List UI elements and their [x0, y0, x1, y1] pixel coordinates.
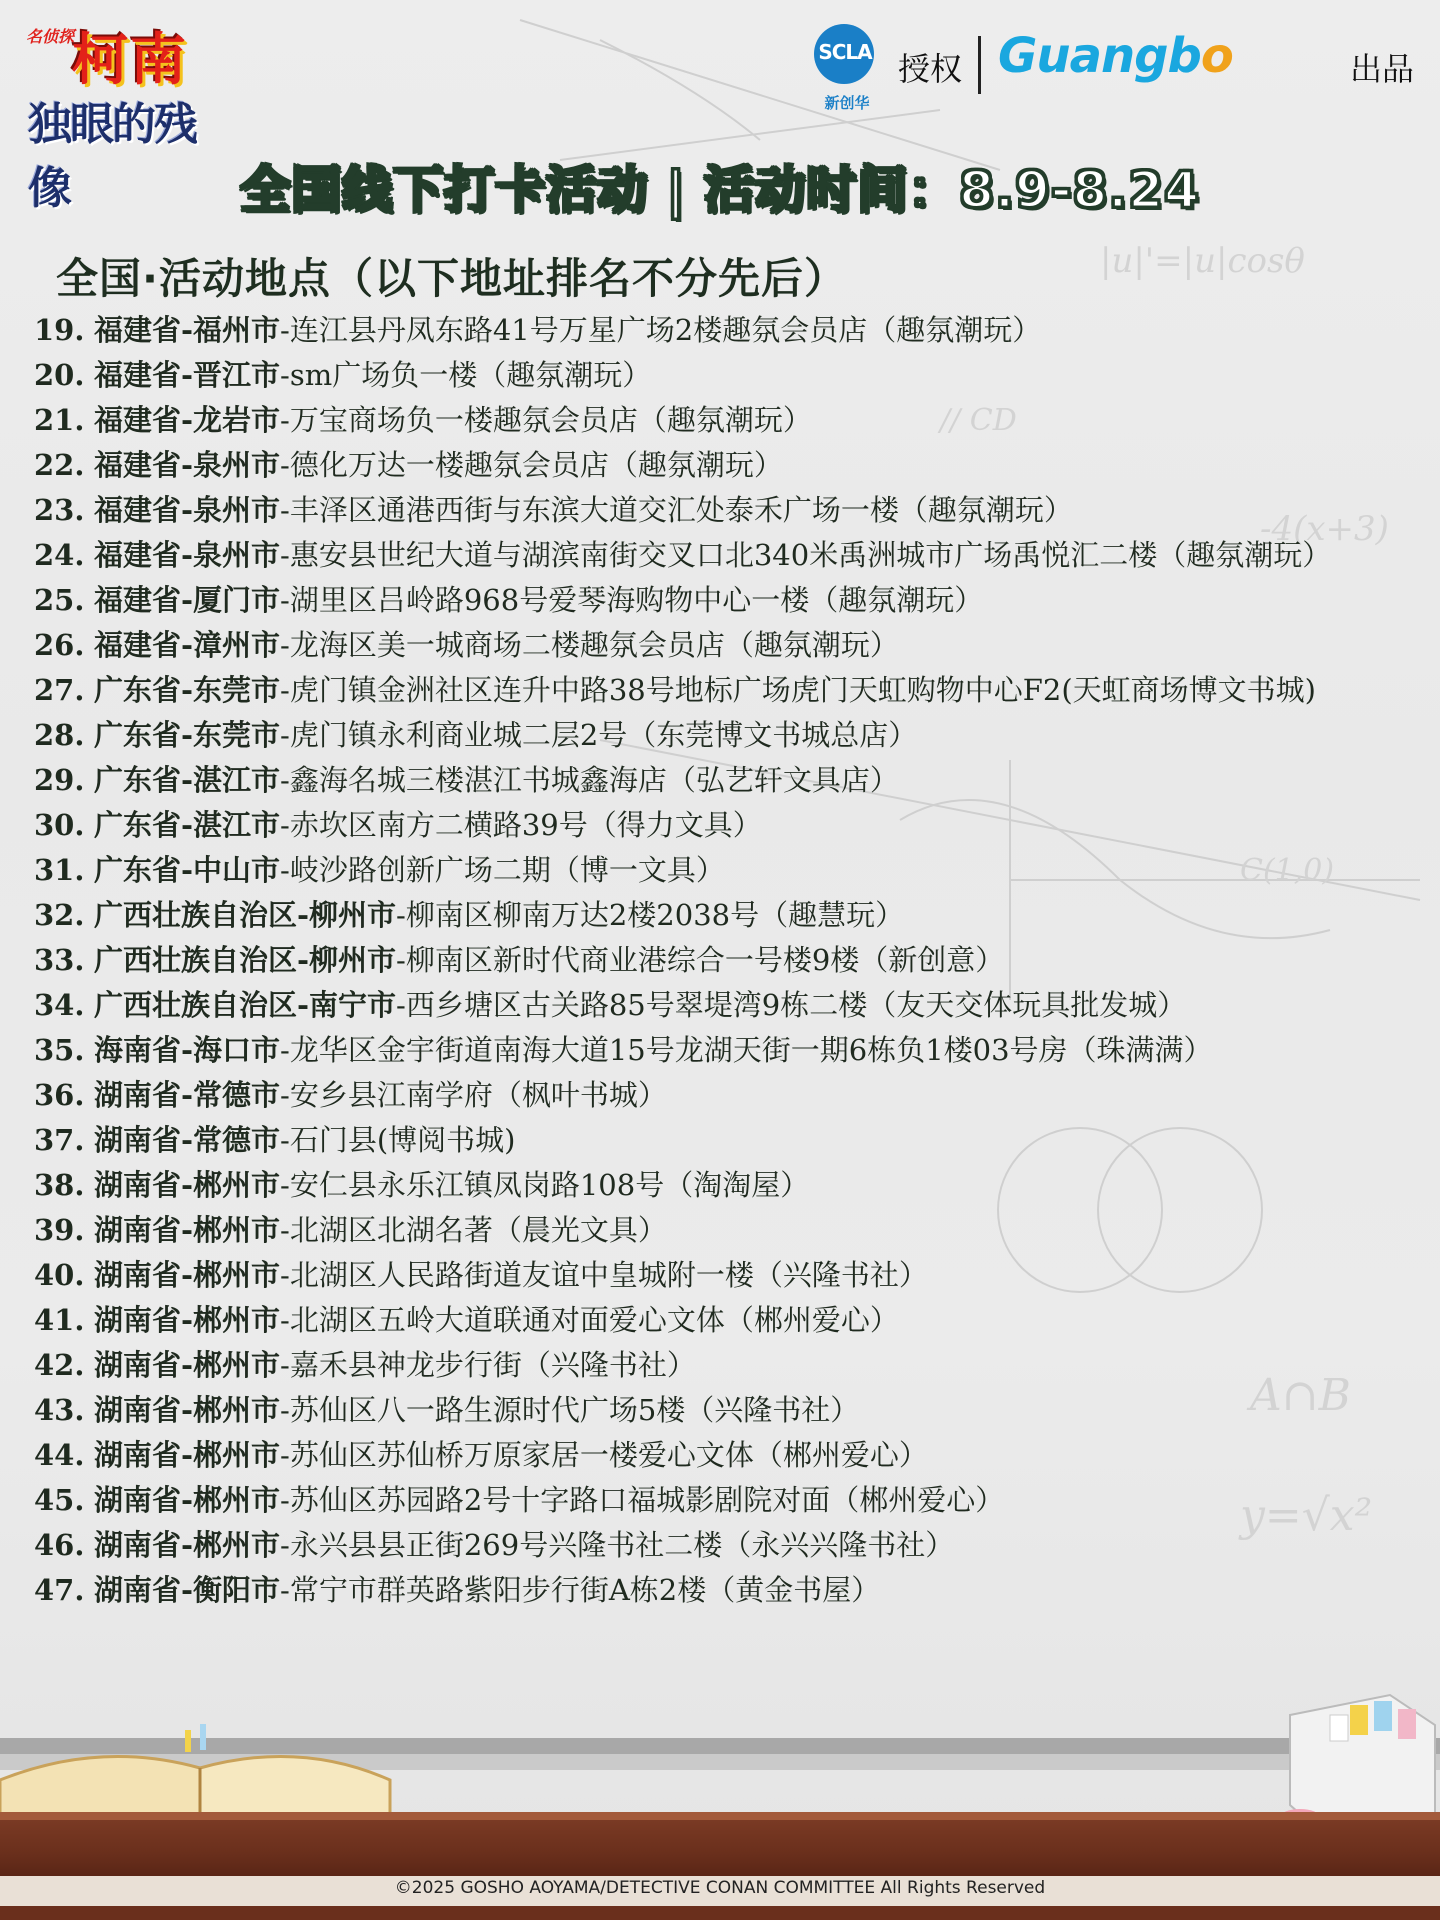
location-region: 广东省-东莞市: [94, 673, 281, 707]
location-region: 福建省-泉州市: [94, 448, 281, 482]
logo-small-text: 名侦探: [26, 27, 75, 46]
location-item: [34, 1298, 1434, 1343]
location-address: -虎门镇金洲社区连升中路38号地标广场虎门天虹购物中心F2(天虹商场博文书城): [280, 673, 1316, 707]
location-region: 湖南省-郴州市: [94, 1393, 281, 1427]
section-title: 全国·活动地点（以下地址排名不分先后）: [56, 254, 847, 303]
location-text: [94, 623, 1434, 668]
location-region: 广西壮族自治区-柳州市: [94, 943, 397, 977]
location-address: -西乡塘区古关路85号翠堤湾9栋二楼（友天交体玩具批发城）: [396, 988, 1187, 1022]
copyright-text: ©2025 GOSHO AOYAMA/DETECTIVE CONAN COMMITTEE All Rights Reserved: [394, 1878, 1046, 1898]
location-item: [34, 1163, 1434, 1208]
guangbo-logo-prefix: Guangb: [998, 28, 1201, 84]
authorized-label: 授权: [898, 50, 963, 88]
svg-text:// CD: // CD: [940, 403, 1017, 438]
location-region: 湖南省-郴州市: [94, 1213, 281, 1247]
location-item: [34, 1523, 1434, 1568]
location-region: 福建省-泉州市: [94, 538, 281, 572]
location-number: 37.: [34, 1123, 85, 1157]
location-item: [34, 308, 1434, 353]
location-text: [94, 758, 1434, 803]
location-region: 湖南省-常德市: [94, 1123, 281, 1157]
location-address: -丰泽区通港西街与东滨大道交汇处泰禾广场一楼（趣氛潮玩）: [280, 493, 1073, 527]
location-number: 46.: [34, 1528, 85, 1562]
location-region: 湖南省-郴州市: [94, 1483, 281, 1517]
location-list: [34, 308, 1434, 1613]
location-number: 21.: [34, 403, 85, 437]
location-number: 43.: [34, 1393, 85, 1427]
location-number: 22.: [34, 448, 85, 482]
location-address: -连江县丹凤东路41号万星广场2楼趣氛会员店（趣氛潮玩）: [280, 313, 1042, 347]
location-number: 39.: [34, 1213, 85, 1247]
location-text: [94, 1253, 1434, 1298]
chalk-ledge: [0, 1820, 1440, 1876]
location-item: [34, 983, 1434, 1028]
location-address: -北湖区五岭大道联通对面爱心文体（郴州爱心）: [280, 1303, 899, 1337]
location-number: 30.: [34, 808, 85, 842]
location-address: -石门县(博阅书城): [280, 1123, 516, 1157]
conan-movie-logo: [24, 18, 234, 214]
scla-badge-text: SCLA: [818, 40, 872, 64]
location-address: -永兴县县正街269号兴隆书社二楼（永兴兴隆书社）: [280, 1528, 955, 1562]
location-address: -惠安县世纪大道与湖滨南街交叉口北340米禹洲城市广场禹悦汇二楼（趣氛潮玩）: [280, 538, 1332, 572]
event-banner-title: 全国线下打卡活动 | 活动时间：8.9-8.24: [240, 161, 1200, 219]
location-text: [94, 983, 1434, 1028]
location-address: -赤坎区南方二横路39号（得力文具）: [280, 808, 762, 842]
guangbo-logo: [998, 28, 1233, 84]
location-region: 湖南省-郴州市: [94, 1303, 281, 1337]
location-address: -安乡县江南学府（枫叶书城）: [280, 1078, 667, 1112]
location-region: 福建省-福州市: [94, 313, 281, 347]
location-region: 广东省-中山市: [94, 853, 281, 887]
location-item: [34, 1343, 1434, 1388]
location-number: 20.: [34, 358, 85, 392]
location-region: 广西壮族自治区-南宁市: [94, 988, 397, 1022]
location-region: 福建省-晋江市: [94, 358, 281, 392]
location-region: 广东省-东莞市: [94, 718, 281, 752]
location-item: [34, 1028, 1434, 1073]
location-text: [94, 1568, 1434, 1613]
location-item: [34, 623, 1434, 668]
location-item: [34, 1478, 1434, 1523]
location-item: [34, 758, 1434, 803]
location-text: [94, 1523, 1434, 1568]
location-number: 44.: [34, 1438, 85, 1472]
location-address: -柳南区新时代商业港综合一号楼9楼（新创意）: [396, 943, 1005, 977]
location-item: [34, 1073, 1434, 1118]
location-item: [34, 893, 1434, 938]
location-address: -万宝商场负一楼趣氛会员店（趣氛潮玩）: [280, 403, 812, 437]
location-text: [94, 893, 1434, 938]
location-text: [94, 803, 1434, 848]
location-item: [34, 1433, 1434, 1478]
location-region: 湖南省-郴州市: [94, 1348, 281, 1382]
location-text: [94, 668, 1434, 713]
location-number: 41.: [34, 1303, 85, 1337]
location-text: [94, 1343, 1434, 1388]
svg-text:C(1,0): C(1,0): [1240, 853, 1335, 888]
location-text: [94, 533, 1434, 578]
location-item: [34, 803, 1434, 848]
svg-text:y=√x²: y=√x²: [1240, 1490, 1373, 1541]
location-item: [34, 1208, 1434, 1253]
location-number: 42.: [34, 1348, 85, 1382]
location-number: 36.: [34, 1078, 85, 1112]
location-region: 福建省-泉州市: [94, 493, 281, 527]
brand-bar: [810, 22, 1420, 112]
produced-label: 出品: [1350, 50, 1415, 88]
location-region: 福建省-龙岩市: [94, 403, 281, 437]
location-item: [34, 488, 1434, 533]
location-item: [34, 533, 1434, 578]
location-item: [34, 353, 1434, 398]
location-address: -苏仙区苏园路2号十字路口福城影剧院对面（郴州爱心）: [280, 1483, 1005, 1517]
location-text: [94, 1208, 1434, 1253]
location-region: 湖南省-常德市: [94, 1078, 281, 1112]
location-region: 广东省-湛江市: [94, 808, 281, 842]
location-number: 35.: [34, 1033, 85, 1067]
location-region: 湖南省-衡阳市: [94, 1573, 281, 1607]
location-text: [94, 1388, 1434, 1433]
location-number: 28.: [34, 718, 85, 752]
location-text: [94, 443, 1434, 488]
logo-main-text: 柯南: [72, 28, 188, 93]
location-text: [94, 1433, 1434, 1478]
location-text: [94, 938, 1434, 983]
location-text: [94, 1478, 1434, 1523]
location-item: [34, 578, 1434, 623]
location-item: [34, 848, 1434, 893]
location-address: -龙海区美一城商场二楼趣氛会员店（趣氛潮玩）: [280, 628, 899, 662]
scla-cn-text: 新创华: [824, 94, 870, 112]
location-number: 38.: [34, 1168, 85, 1202]
location-region: 湖南省-郴州市: [94, 1438, 281, 1472]
location-region: 福建省-漳州市: [94, 628, 281, 662]
location-text: [94, 713, 1434, 758]
location-number: 27.: [34, 673, 85, 707]
location-region: 海南省-海口市: [94, 1033, 281, 1067]
location-number: 34.: [34, 988, 85, 1022]
location-item: [34, 1253, 1434, 1298]
location-number: 19.: [34, 313, 85, 347]
location-address: -安仁县永乐江镇凤岗路108号（淘淘屋）: [280, 1168, 810, 1202]
location-item: [34, 1118, 1434, 1163]
location-number: 33.: [34, 943, 85, 977]
location-item: [34, 443, 1434, 488]
location-item: [34, 668, 1434, 713]
location-address: -湖里区吕岭路968号爱琴海购物中心一楼（趣氛潮玩）: [280, 583, 984, 617]
location-item: [34, 938, 1434, 983]
location-address: -柳南区柳南万达2楼2038号（趣慧玩）: [396, 898, 905, 932]
footer-bottom-bar: [0, 1906, 1440, 1920]
brand-divider: [978, 36, 981, 94]
location-number: 31.: [34, 853, 85, 887]
location-address: -虎门镇永利商业城二层2号（东莞博文书城总店）: [280, 718, 918, 752]
location-number: 40.: [34, 1258, 85, 1292]
location-text: [94, 398, 1434, 443]
location-address: -常宁市群英路紫阳步行街A栋2楼（黄金书屋）: [280, 1573, 881, 1607]
location-number: 45.: [34, 1483, 85, 1517]
location-number: 26.: [34, 628, 85, 662]
scla-logo: [810, 24, 880, 112]
location-address: -苏仙区苏仙桥万原家居一楼爱心文体（郴州爱心）: [280, 1438, 928, 1472]
location-address: -北湖区北湖名著（晨光文具）: [280, 1213, 667, 1247]
logo-subtitle-text: 独眼的残像: [28, 99, 196, 214]
location-address: -鑫海名城三楼湛江书城鑫海店（弘艺轩文具店）: [280, 763, 899, 797]
location-region: 湖南省-郴州市: [94, 1258, 281, 1292]
guangbo-logo-suffix: o: [1200, 28, 1233, 84]
location-text: [94, 353, 1434, 398]
svg-text:A∩B: A∩B: [1250, 1370, 1351, 1421]
location-text: [94, 848, 1434, 893]
location-number: 25.: [34, 583, 85, 617]
location-text: [94, 488, 1434, 533]
location-item: [34, 1568, 1434, 1613]
location-address: -岐沙路创新广场二期（博一文具）: [280, 853, 725, 887]
location-text: [94, 1028, 1434, 1073]
location-address: -苏仙区八一路生源时代广场5楼（兴隆书社）: [280, 1393, 860, 1427]
location-region: 福建省-厦门市: [94, 583, 281, 617]
location-item: [34, 398, 1434, 443]
svg-text:|u|'=|u|cosθ: |u|'=|u|cosθ: [1100, 241, 1305, 281]
location-address: -嘉禾县神龙步行街（兴隆书社）: [280, 1348, 696, 1382]
location-number: 23.: [34, 493, 85, 527]
location-number: 24.: [34, 538, 85, 572]
location-number: 32.: [34, 898, 85, 932]
location-text: [94, 1118, 1434, 1163]
location-address: -德化万达一楼趣氛会员店（趣氛潮玩）: [280, 448, 783, 482]
location-text: [94, 1163, 1434, 1208]
location-region: 广东省-湛江市: [94, 763, 281, 797]
location-region: 湖南省-郴州市: [94, 1528, 281, 1562]
location-text: [94, 1298, 1434, 1343]
location-region: 广西壮族自治区-柳州市: [94, 898, 397, 932]
location-number: 47.: [34, 1573, 85, 1607]
location-number: 29.: [34, 763, 85, 797]
location-text: [94, 308, 1434, 353]
location-item: [34, 1388, 1434, 1433]
location-text: [94, 1073, 1434, 1118]
location-item: [34, 713, 1434, 758]
location-address: -北湖区人民路街道友谊中皇城附一楼（兴隆书社）: [280, 1258, 928, 1292]
svg-text:-4(x+3): -4(x+3): [1260, 509, 1389, 549]
location-text: [94, 578, 1434, 623]
location-region: 湖南省-郴州市: [94, 1168, 281, 1202]
location-address: -龙华区金宇街道南海大道15号龙湖天街一期6栋负1楼03号房（珠满满）: [280, 1033, 1213, 1067]
location-address: -sm广场负一楼（趣氛潮玩）: [280, 358, 652, 392]
